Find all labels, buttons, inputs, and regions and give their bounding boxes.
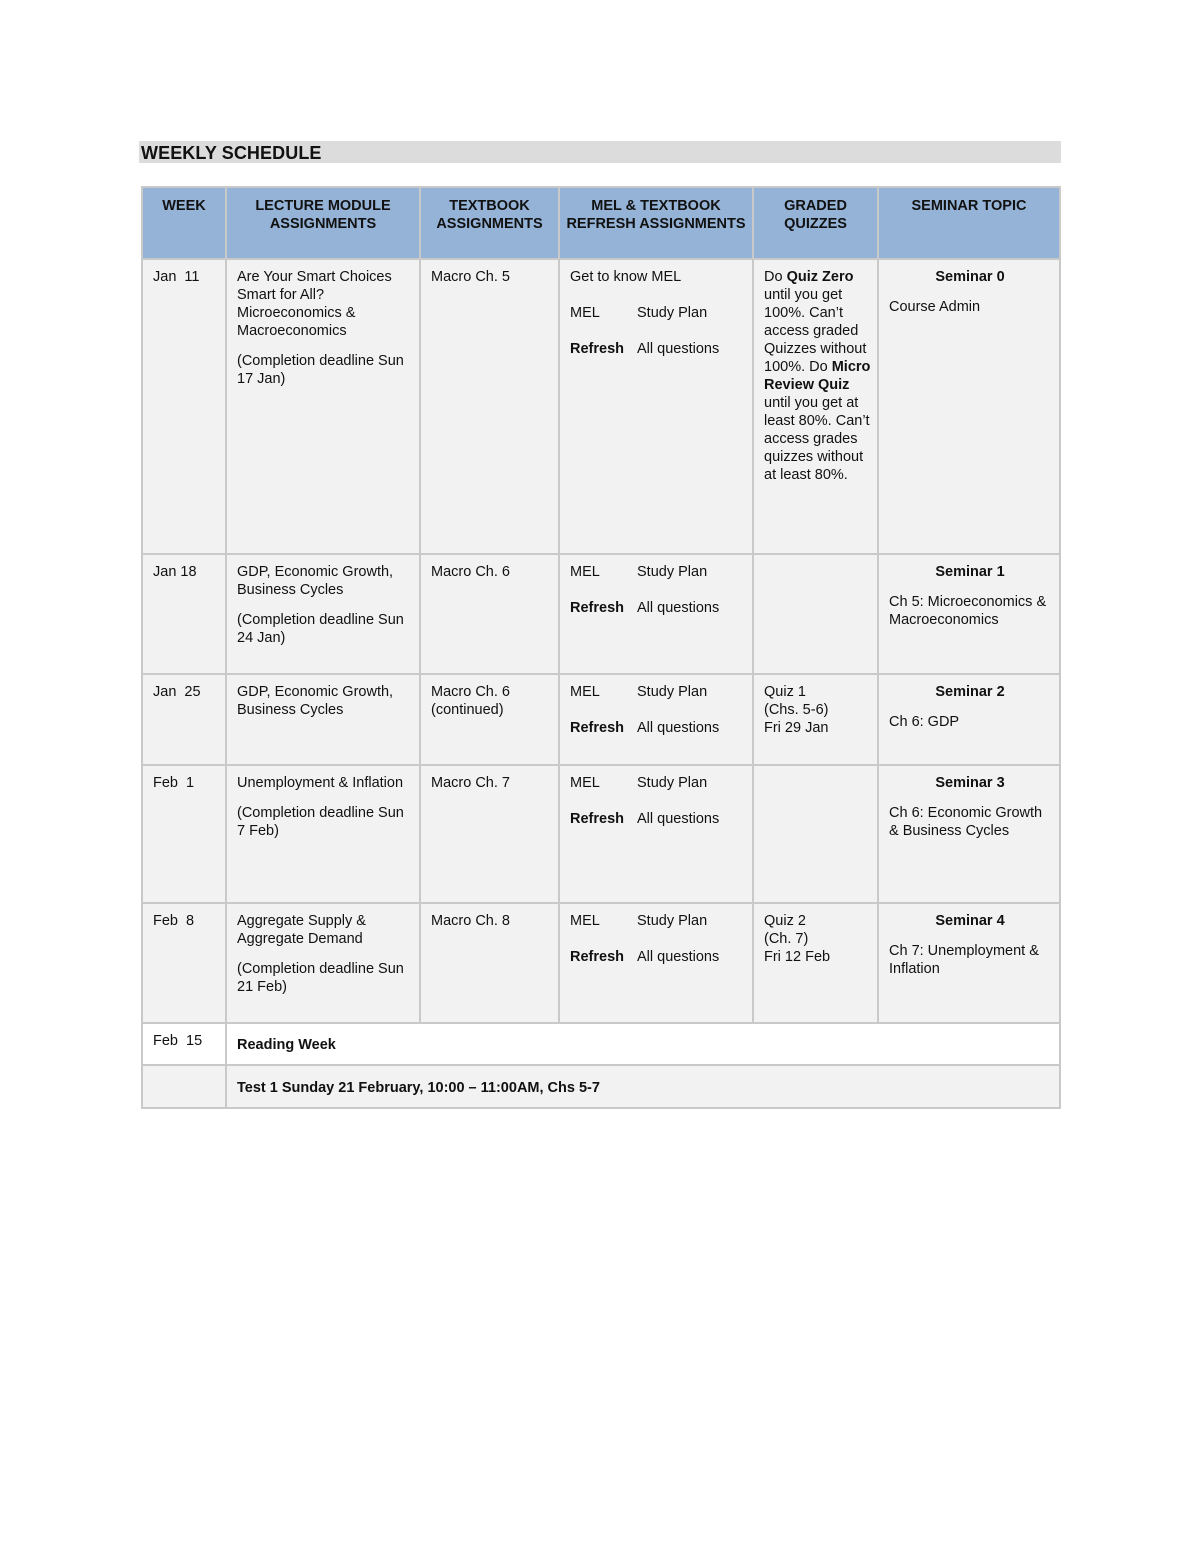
lecture-cell xyxy=(226,259,420,554)
refresh-label: Refresh xyxy=(570,341,624,357)
quiz-cell xyxy=(753,765,878,903)
lecture-deadline: (Completion deadline Sun 24 Jan) xyxy=(237,612,404,646)
week-cell: Feb 15 xyxy=(142,1023,226,1065)
lecture-cell xyxy=(226,674,420,765)
study-plan-label: Study Plan xyxy=(637,913,708,929)
lecture-title: GDP, Economic Growth, Business Cycles xyxy=(237,564,394,598)
lecture-cell xyxy=(226,903,420,1023)
mel-study-plan xyxy=(570,912,744,930)
mel-study-plan xyxy=(570,774,744,792)
section-title-bar xyxy=(139,141,1061,163)
header-lecture: LECTURE MODULE ASSIGNMENTS xyxy=(226,187,420,259)
mel-study-plan xyxy=(570,683,744,701)
seminar-topic: Ch 5: Microeconomics & Macroeconomics xyxy=(889,594,1047,628)
mel-refresh xyxy=(570,719,744,737)
section-title: WEEKLY SCHEDULE xyxy=(141,143,322,163)
refresh-label: Refresh xyxy=(570,720,624,736)
all-questions-label: All questions xyxy=(637,341,720,357)
mel-label: MEL xyxy=(570,684,600,700)
week-cell: Feb 1 xyxy=(142,765,226,903)
header-seminar: SEMINAR TOPIC xyxy=(878,187,1060,259)
table-row xyxy=(142,259,1060,554)
seminar-topic: Ch 6: Economic Growth & Business Cycles xyxy=(889,805,1043,839)
study-plan-label: Study Plan xyxy=(637,305,708,321)
quiz-cell xyxy=(753,259,878,554)
refresh-label: Refresh xyxy=(570,949,624,965)
mel-cell xyxy=(559,765,753,903)
textbook-cell: Macro Ch. 7 xyxy=(420,765,559,903)
lecture-title: Unemployment & Inflation xyxy=(237,775,404,791)
seminar-cell xyxy=(878,903,1060,1023)
textbook-cell: Macro Ch. 6 (continued) xyxy=(420,674,559,765)
quiz-cell: Quiz 1 (Chs. 5-6) Fri 29 Jan xyxy=(753,674,878,765)
test-label: Test 1 Sunday 21 February, 10:00 – 11:00AM, Chs 5-7 xyxy=(226,1065,1060,1108)
seminar-title: Seminar 4 xyxy=(935,913,1005,929)
seminar-cell xyxy=(878,674,1060,765)
seminar-topic: Course Admin xyxy=(889,299,981,315)
micro-review-quiz-label: Micro Review Quiz xyxy=(764,359,871,393)
reading-week-row xyxy=(142,1023,1060,1065)
header-week: WEEK xyxy=(142,187,226,259)
refresh-label: Refresh xyxy=(570,811,624,827)
seminar-cell xyxy=(878,554,1060,674)
seminar-topic: Ch 7: Unemployment & Inflation xyxy=(889,943,1039,977)
mel-label: MEL xyxy=(570,305,600,321)
mel-cell xyxy=(559,554,753,674)
study-plan-label: Study Plan xyxy=(637,564,708,580)
quiz-text: until you get at least 80%. Can’t access grades quizzes without at least 80%. xyxy=(764,395,870,483)
mel-refresh xyxy=(570,340,744,358)
lecture-title: Are Your Smart Choices Smart for All? Microeconomics & Macroeconomics xyxy=(237,269,392,339)
study-plan-label: Study Plan xyxy=(637,775,708,791)
lecture-cell xyxy=(226,554,420,674)
lecture-cell xyxy=(226,765,420,903)
week-cell: Jan 25 xyxy=(142,674,226,765)
week-cell: Jan 18 xyxy=(142,554,226,674)
mel-refresh xyxy=(570,948,744,966)
mel-refresh xyxy=(570,599,744,617)
quiz-cell: Quiz 2 (Ch. 7) Fri 12 Feb xyxy=(753,903,878,1023)
header-mel: MEL & TEXTBOOK REFRESH ASSIGNMENTS xyxy=(559,187,753,259)
seminar-cell xyxy=(878,259,1060,554)
table-row xyxy=(142,674,1060,765)
mel-cell xyxy=(559,674,753,765)
test-row xyxy=(142,1065,1060,1108)
lecture-title: GDP, Economic Growth, Business Cycles xyxy=(237,684,394,718)
lecture-title: Aggregate Supply & Aggregate Demand xyxy=(237,913,366,947)
all-questions-label: All questions xyxy=(637,949,720,965)
all-questions-label: All questions xyxy=(637,720,720,736)
all-questions-label: All questions xyxy=(637,811,720,827)
table-row xyxy=(142,765,1060,903)
reading-week-label: Reading Week xyxy=(226,1023,1060,1065)
header-textbook: TEXTBOOK ASSIGNMENTS xyxy=(420,187,559,259)
textbook-cell: Macro Ch. 6 xyxy=(420,554,559,674)
all-questions-label: All questions xyxy=(637,600,720,616)
textbook-cell: Macro Ch. 8 xyxy=(420,903,559,1023)
weekly-schedule-table xyxy=(141,186,1061,1109)
mel-label: MEL xyxy=(570,564,600,580)
quiz-zero-label: Quiz Zero xyxy=(786,269,854,285)
seminar-topic: Ch 6: GDP xyxy=(889,714,960,730)
lecture-deadline: (Completion deadline Sun 7 Feb) xyxy=(237,805,404,839)
header-quizzes: GRADED QUIZZES xyxy=(753,187,878,259)
seminar-title: Seminar 1 xyxy=(935,564,1005,580)
week-cell: Feb 8 xyxy=(142,903,226,1023)
mel-cell xyxy=(559,259,753,554)
quiz-text: Do xyxy=(764,269,787,285)
lecture-deadline: (Completion deadline Sun 17 Jan) xyxy=(237,353,404,387)
mel-label: MEL xyxy=(570,775,600,791)
study-plan-label: Study Plan xyxy=(637,684,708,700)
quiz-text: until you get 100%. Can’t access graded Quizzes without 100%. Do xyxy=(764,287,867,375)
table-row xyxy=(142,554,1060,674)
table-row xyxy=(142,903,1060,1023)
lecture-deadline: (Completion deadline Sun 21 Feb) xyxy=(237,961,404,995)
mel-refresh xyxy=(570,810,744,828)
mel-study-plan xyxy=(570,563,744,581)
mel-intro: Get to know MEL xyxy=(570,269,682,285)
mel-label: MEL xyxy=(570,913,600,929)
mel-cell xyxy=(559,903,753,1023)
seminar-title: Seminar 3 xyxy=(935,775,1005,791)
mel-study-plan xyxy=(570,304,744,322)
seminar-title: Seminar 2 xyxy=(935,684,1005,700)
week-cell: Jan 11 xyxy=(142,259,226,554)
week-cell-empty xyxy=(142,1065,226,1108)
refresh-label: Refresh xyxy=(570,600,624,616)
textbook-cell: Macro Ch. 5 xyxy=(420,259,559,554)
quiz-cell xyxy=(753,554,878,674)
header-row xyxy=(142,187,1060,259)
seminar-title: Seminar 0 xyxy=(935,269,1005,285)
seminar-cell xyxy=(878,765,1060,903)
